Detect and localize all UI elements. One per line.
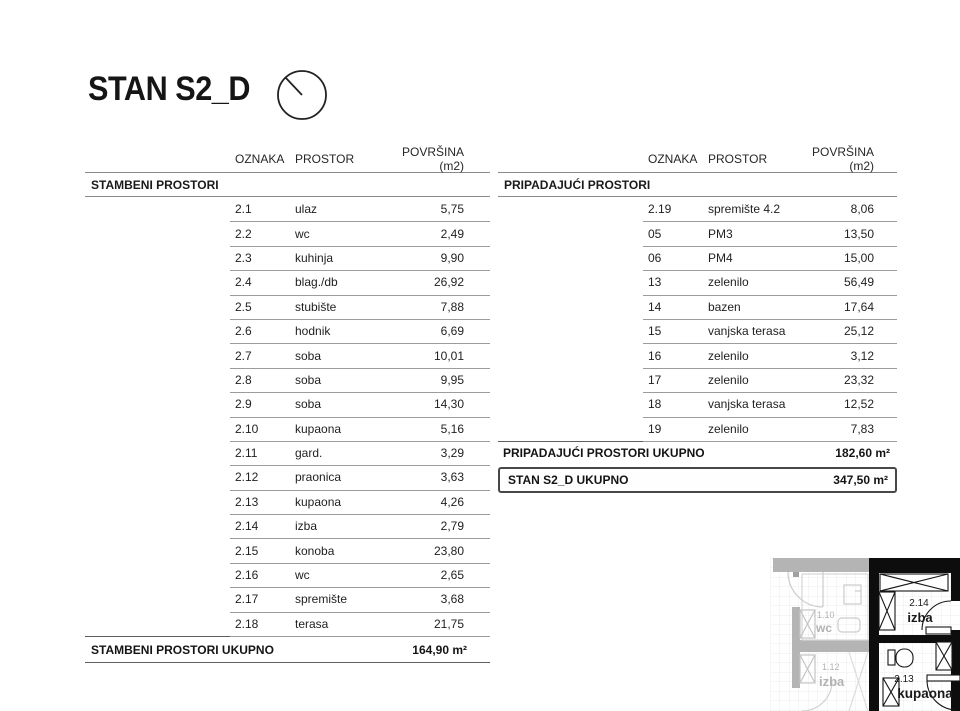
cell-oznaka: 2.16 xyxy=(235,568,259,583)
table-row xyxy=(85,490,490,514)
cell-oznaka: 2.3 xyxy=(235,250,252,265)
cell-povrsina: 9,95 xyxy=(440,372,464,387)
col-header-oznaka: OZNAKA xyxy=(648,151,698,166)
cell-oznaka: 2.9 xyxy=(235,397,252,412)
total-label: PRIPADAJUĆI PROSTORI UKUPNO xyxy=(503,446,705,461)
room-label-name-izba-gray: izba xyxy=(819,674,845,689)
table-row xyxy=(85,587,490,611)
grand-total-value: 347,50 m² xyxy=(833,472,888,487)
cell-oznaka: 2.5 xyxy=(235,299,252,314)
cell-povrsina: 10,01 xyxy=(433,348,464,363)
col-header-prostor: PROSTOR xyxy=(708,151,768,166)
cell-povrsina: 3,12 xyxy=(850,348,874,363)
cell-prostor: bazen xyxy=(708,299,741,314)
table-row xyxy=(85,514,490,538)
cell-povrsina: 13,50 xyxy=(843,226,874,241)
cell-prostor: soba xyxy=(295,348,322,363)
cell-oznaka: 06 xyxy=(648,250,662,265)
cell-prostor: terasa xyxy=(295,616,329,631)
table-row xyxy=(498,221,897,245)
cell-povrsina: 2,65 xyxy=(440,568,464,583)
room-label-id-izba-black: 2.14 xyxy=(909,598,929,609)
table-row xyxy=(85,465,490,489)
cell-prostor: stubište xyxy=(295,299,337,314)
table-row xyxy=(85,612,490,636)
room-label-id-kupaona: 2.13 xyxy=(894,674,914,685)
table-pripadajuci-prostori xyxy=(498,145,897,493)
cell-oznaka: 05 xyxy=(648,226,662,241)
cell-oznaka: 2.17 xyxy=(235,592,259,607)
cell-povrsina: 8,06 xyxy=(850,202,874,217)
grand-total-label: STAN S2_D UKUPNO xyxy=(508,472,629,487)
grand-total-box xyxy=(498,467,897,493)
cell-oznaka: 2.1 xyxy=(235,202,252,217)
cell-povrsina: 26,92 xyxy=(433,275,464,290)
cell-povrsina: 25,12 xyxy=(843,324,874,339)
table-row xyxy=(85,563,490,587)
cell-oznaka: 2.19 xyxy=(648,202,672,217)
cell-oznaka: 16 xyxy=(648,348,662,363)
cell-prostor: vanjska terasa xyxy=(708,324,786,339)
cell-prostor: izba xyxy=(295,519,318,534)
cell-prostor: vanjska terasa xyxy=(708,397,786,412)
cell-povrsina: 17,64 xyxy=(843,299,874,314)
north-circle-icon xyxy=(274,68,330,124)
table-header-row xyxy=(498,145,897,173)
cell-povrsina: 4,26 xyxy=(440,494,464,509)
table-row xyxy=(85,392,490,416)
total-row-pripadajuci xyxy=(498,441,897,465)
cell-povrsina: 5,75 xyxy=(440,202,464,217)
cell-prostor: praonica xyxy=(295,470,342,485)
cell-prostor: zelenilo xyxy=(708,372,749,387)
cell-prostor: soba xyxy=(295,372,322,387)
total-row-stambeni xyxy=(85,636,490,663)
cell-oznaka: 2.8 xyxy=(235,372,252,387)
table-row xyxy=(85,246,490,270)
table-row xyxy=(85,538,490,562)
table-row xyxy=(85,368,490,392)
room-label-id-wc: 1.10 xyxy=(817,610,835,620)
cell-oznaka: 2.7 xyxy=(235,348,252,363)
table-row xyxy=(85,295,490,319)
table-row xyxy=(498,319,897,343)
table-body xyxy=(498,197,897,441)
cell-povrsina: 3,68 xyxy=(440,592,464,607)
col-header-oznaka: OZNAKA xyxy=(235,151,285,166)
cell-oznaka: 14 xyxy=(648,299,662,314)
cell-oznaka: 2.2 xyxy=(235,226,252,241)
cell-prostor: kupaona xyxy=(295,421,342,436)
table-row xyxy=(498,368,897,392)
cell-povrsina: 6,69 xyxy=(440,324,464,339)
cell-prostor: kupaona xyxy=(295,494,342,509)
room-label-name-kupaona: kupaona xyxy=(897,686,953,701)
table-row xyxy=(85,441,490,465)
cell-prostor: soba xyxy=(295,397,322,412)
table-row xyxy=(498,295,897,319)
table-row xyxy=(85,343,490,367)
table-row xyxy=(498,417,897,441)
cell-oznaka: 2.14 xyxy=(235,519,259,534)
table-row xyxy=(85,221,490,245)
cell-povrsina: 56,49 xyxy=(843,275,874,290)
cell-povrsina: 5,16 xyxy=(440,421,464,436)
cell-povrsina: 23,32 xyxy=(843,372,874,387)
page-title: STAN S2_D xyxy=(88,70,251,108)
cell-oznaka: 2.4 xyxy=(235,275,252,290)
cell-povrsina: 15,00 xyxy=(843,250,874,265)
col-header-prostor: PROSTOR xyxy=(295,151,355,166)
cell-prostor: spremište xyxy=(295,592,348,607)
cell-povrsina: 9,90 xyxy=(440,250,464,265)
cell-povrsina: 2,79 xyxy=(440,519,464,534)
cell-prostor: kuhinja xyxy=(295,250,334,265)
cell-povrsina: 12,52 xyxy=(843,397,874,412)
cell-povrsina: 7,88 xyxy=(440,299,464,314)
table-row xyxy=(85,319,490,343)
cell-oznaka: 17 xyxy=(648,372,662,387)
cell-prostor: wc xyxy=(295,226,310,241)
table-stambeni-prostori xyxy=(85,145,490,663)
table-row xyxy=(85,197,490,221)
cell-povrsina: 23,80 xyxy=(433,543,464,558)
cell-prostor: zelenilo xyxy=(708,348,749,363)
cell-prostor: wc xyxy=(295,568,310,583)
cell-prostor: gard. xyxy=(295,446,323,461)
col-header-povrsina: POVRŠINA (m2) xyxy=(401,144,464,173)
table-row xyxy=(498,343,897,367)
cell-oznaka: 2.18 xyxy=(235,616,259,631)
cell-prostor: PM3 xyxy=(708,226,733,241)
cell-oznaka: 2.10 xyxy=(235,421,259,436)
cell-prostor: blag./db xyxy=(295,275,338,290)
table-row xyxy=(498,270,897,294)
col-header-povrsina: POVRŠINA (m2) xyxy=(811,144,874,173)
cell-prostor: spremište 4.2 xyxy=(708,202,781,217)
table-header-row xyxy=(85,145,490,173)
cell-oznaka: 2.13 xyxy=(235,494,259,509)
total-value: 182,60 m² xyxy=(835,446,890,461)
cell-povrsina: 3,29 xyxy=(440,446,464,461)
cell-oznaka: 2.11 xyxy=(235,446,258,461)
floorplan-fragment xyxy=(770,558,960,711)
table-row xyxy=(85,270,490,294)
total-value: 164,90 m² xyxy=(412,642,467,657)
cell-povrsina: 3,63 xyxy=(440,470,464,485)
table-row xyxy=(85,417,490,441)
cell-oznaka: 2.15 xyxy=(235,543,259,558)
cell-oznaka: 19 xyxy=(648,421,662,436)
cell-prostor: hodnik xyxy=(295,324,331,339)
total-label: STAMBENI PROSTORI UKUPNO xyxy=(91,642,274,657)
table-row xyxy=(498,246,897,270)
cell-oznaka: 18 xyxy=(648,397,662,412)
cell-povrsina: 2,49 xyxy=(440,226,464,241)
table-body xyxy=(85,197,490,636)
table-row xyxy=(498,197,897,221)
table-row xyxy=(498,392,897,416)
cell-oznaka: 15 xyxy=(648,324,662,339)
cell-povrsina: 14,30 xyxy=(433,397,464,412)
cell-prostor: PM4 xyxy=(708,250,733,265)
section-header-pripadajuci: PRIPADAJUĆI PROSTORI xyxy=(498,173,897,197)
cell-povrsina: 7,83 xyxy=(850,421,874,436)
room-label-name-izba-black: izba xyxy=(907,610,933,625)
cell-prostor: zelenilo xyxy=(708,421,749,436)
cell-prostor: ulaz xyxy=(295,202,318,217)
cell-prostor: zelenilo xyxy=(708,275,749,290)
room-label-id-izba-gray: 1.12 xyxy=(822,662,840,672)
cell-prostor: konoba xyxy=(295,543,335,558)
section-header-stambeni: STAMBENI PROSTORI xyxy=(85,173,490,197)
room-label-name-wc: wc xyxy=(816,621,833,635)
cell-oznaka: 2.12 xyxy=(235,470,259,485)
cell-oznaka: 13 xyxy=(648,275,662,290)
cell-povrsina: 21,75 xyxy=(433,616,464,631)
cell-oznaka: 2.6 xyxy=(235,324,252,339)
